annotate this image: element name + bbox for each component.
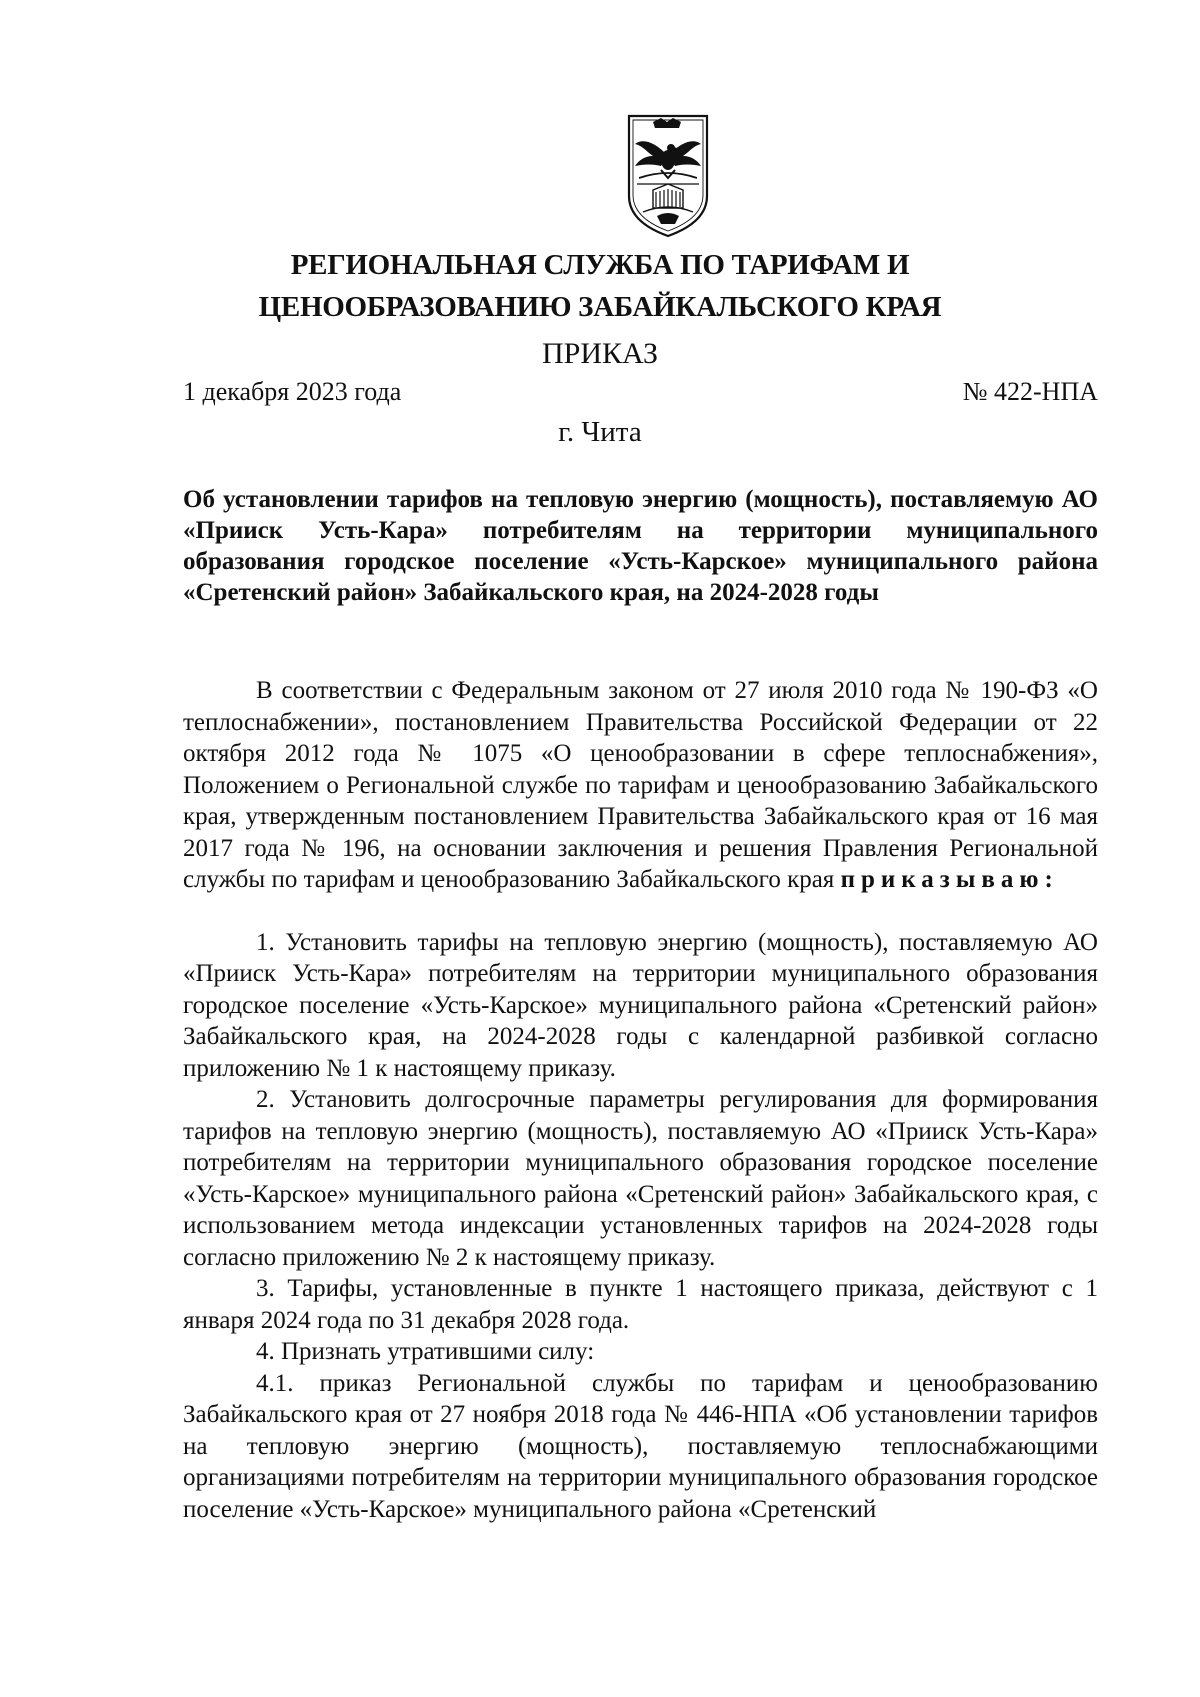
preamble-paragraph [183, 675, 1098, 896]
order-item-1: 1. Установить тарифы на тепловую энергию (мощность), поставляемую АО «Прииск Усть-Кара» потребителям на территории муниципального образования городское поселение «Усть-Карское» муниципального района «Сретенский район» Забайкальского края, на 2024-2028 годы с календарной разбивкой согласно приложению № 1 к настоящему приказу. [183, 928, 1098, 1082]
date-number-line [183, 376, 1098, 408]
order-word: приказываю: [840, 866, 1059, 893]
order-item-4-1: 4.1. приказ Региональной службы по тарифам и ценообразованию Забайкальского края от 27 ноября 2018 года № 446-НПА «Об установлении тарифов на тепловую энергию (мощность), поставляемую теплоснабжающими организациями потребителям на территории муниципального образования городское поселение «Усть-Карское» муниципального района «Сретенский [183, 1369, 1098, 1523]
order-item-3: 3. Тарифы, установленные в пункте 1 настоящего приказа, действуют с 1 января 2024 года по 31 декабря 2028 года. [183, 1275, 1098, 1334]
document-body [183, 675, 1098, 1525]
coat-of-arms-emblem [623, 112, 713, 240]
preamble-text: В соответствии с Федеральным законом от 27 июля 2010 года № 190-ФЗ «О теплоснабжении», постановлением Правительства Российской Федерации от 22 октября 2012 года № 1075 «О ценообразовании в сфере теплоснабжения», Положением о Региональной службе по тарифам и ценообразованию Забайкальского края, утвержденным постановлением Правительства Забайкальского края от 16 мая 2017 года № 196, на основании заключения и решения Правления Региональной службы по тарифам и ценообразованию Забайкальского края [183, 677, 1098, 893]
document-subject: Об установлении тарифов на тепловую энергию (мощность), поставляемую АО «Прииск Усть-Кара» потребителям на территории муниципального образования городское поселение «Усть-Карское» муниципального района «Сретенский район» Забайкальского края, на 2024-2028 годы [183, 486, 1098, 606]
order-item-2: 2. Установить долгосрочные параметры регулирования для формирования тарифов на тепловую энергию (мощность), поставляемую АО «Прииск Усть-Кара» потребителям на территории муниципального образования городское поселение «Усть-Карское» муниципального района «Сретенский район» Забайкальского края, с использованием метода индексации установленных тарифов на 2024-2028 годы согласно приложению № 2 к настоящему приказу. [183, 1086, 1098, 1271]
document-city: г. Чита [558, 416, 642, 448]
organization-title-line-1: РЕГИОНАЛЬНАЯ СЛУЖБА ПО ТАРИФАМ И [290, 249, 910, 281]
document-number: № 422-НПА [962, 377, 1098, 406]
document-type: ПРИКАЗ [542, 337, 658, 370]
organization-title [180, 244, 1020, 328]
document-date: 1 декабря 2023 года [183, 377, 402, 406]
order-item-4: 4. Признать утратившими силу: [256, 1338, 595, 1365]
organization-title-line-2: ЦЕНООБРАЗОВАНИЮ ЗАБАЙКАЛЬСКОГО КРАЯ [258, 291, 942, 323]
